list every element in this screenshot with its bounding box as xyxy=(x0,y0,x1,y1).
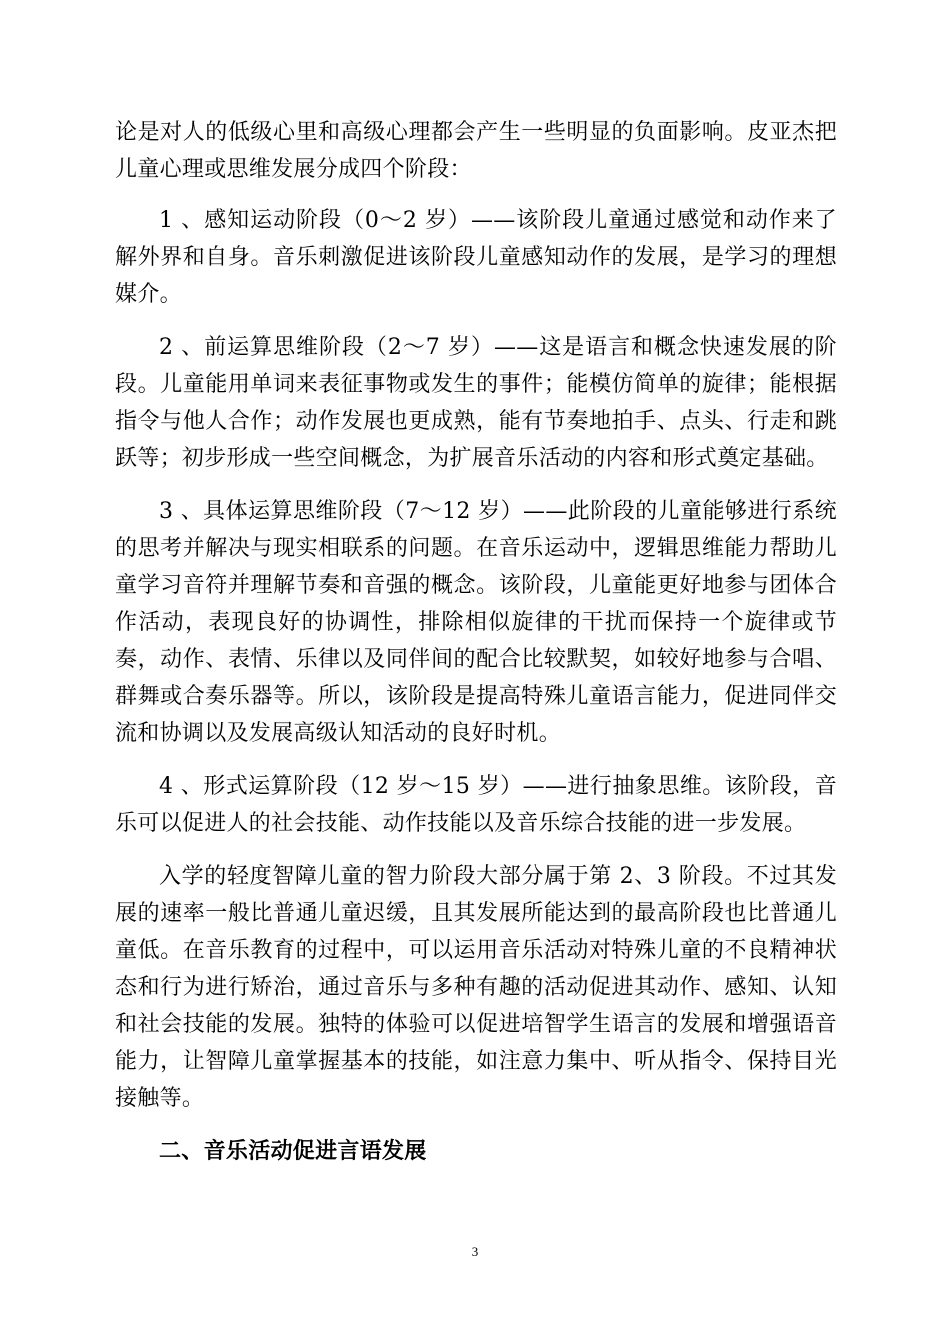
paragraph-stage-3: 3 、具体运算思维阶段（7～12 岁）——此阶段的儿童能够进行系统的思考并解决与现实相联系的问题。在音乐运动中，逻辑思维能力帮助儿童学习音符并理解节奏和音强的概念。该阶段，儿童能更好地参与团体合作活动，表现良好的协调性，排除相似旋律的干扰而保持一个旋律或节奏，动作、表情、乐律以及同伴间的配合比较默契，如较好地参与合唱、群舞或合奏乐器等。所以，该阶段是提高特殊儿童语言能力，促进同伴交流和协调以及发展高级认知活动的良好时机。 xyxy=(115,499,837,746)
paragraph-summary: 入学的轻度智障儿童的智力阶段大部分属于第 2、3 阶段。不过其发展的速率一般比普通儿童迟缓，且其发展所能达到的最高阶段也比普通儿童低。在音乐教育的过程中，可以运用音乐活动对特殊儿童的不良精神状态和行为进行矫治，通过音乐与多种有趣的活动促进其动作、感知、认知和社会技能的发展。独特的体验可以促进培智学生语言的发展和增强语音能力，让智障儿童掌握基本的技能，如注意力集中、听从指令、保持目光接触等。 xyxy=(115,864,837,1111)
paragraph-stage-4: 4 、形式运算阶段（12 岁～15 岁）——进行抽象思维。该阶段，音乐可以促进人的社会技能、动作技能以及音乐综合技能的进一步发展。 xyxy=(115,774,837,836)
paragraph-intro: 论是对人的低级心里和高级心理都会产生一些明显的负面影响。皮亚杰把儿童心理或思维发展分成四个阶段： xyxy=(115,120,837,182)
page-number: 3 xyxy=(471,1244,479,1259)
paragraph-stage-1: 1 、感知运动阶段（0～2 岁）——该阶段儿童通过感觉和动作来了解外界和自身。音乐刺激促进该阶段儿童感知动作的发展，是学习的理想媒介。 xyxy=(115,208,837,307)
paragraph-stage-2: 2 、前运算思维阶段（2～7 岁）——这是语言和概念快速发展的阶段。儿童能用单词来表征事物或发生的事件；能模仿简单的旋律；能根据指令与他人合作；动作发展也更成熟，能有节奏地拍手、点头、行走和跳跃等；初步形成一些空间概念，为扩展音乐活动的内容和形式奠定基础。 xyxy=(115,335,837,471)
section-heading: 二、音乐活动促进言语发展 xyxy=(159,1139,427,1164)
body-text xyxy=(115,114,837,1170)
